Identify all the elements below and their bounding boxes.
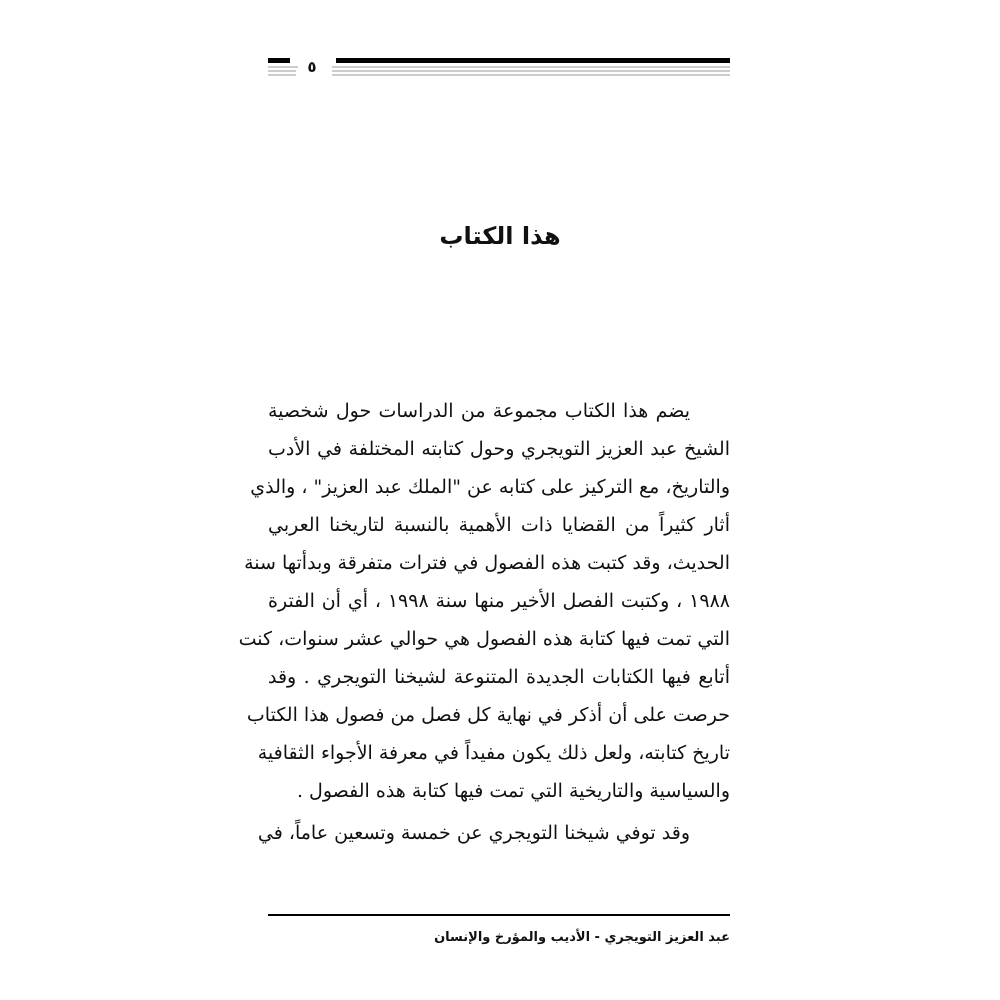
text-line: ١٩٨٨ ، وكتبت الفصل الأخير منها سنة ١٩٩٨ ، أي أن الفترة: [268, 590, 730, 612]
text-line: وقد توفي شيخنا التويجري عن خمسة وتسعين عاماً، في: [257, 822, 690, 844]
text-line: أتابع فيها الكتابات الجديدة المتنوعة لشيخنا التويجري . وقد: [268, 666, 730, 688]
text-line: تاريخ كتابته، ولعل ذلك يكون مفيداً في معرفة الأجواء الثقافية: [257, 742, 730, 764]
header-rule-left: [268, 58, 290, 63]
text-line: أثار كثيراً من القضايا ذات الأهمية بالنسبة لتاريخنا العربي: [268, 514, 730, 536]
body-text: [238, 392, 730, 852]
text-line: الحديث، وقد كتبت هذه الفصول في فترات متفرقة وبدأتها سنة: [244, 552, 730, 574]
page-number: ٥: [307, 58, 317, 76]
text-line: الشيخ عبد العزيز التويجري وحول كتابته المختلفة في الأدب: [268, 438, 730, 460]
text-line: يضم هذا الكتاب مجموعة من الدراسات حول شخصية: [268, 400, 690, 422]
text-line: التي تمت فيها كتابة هذه الفصول هي حوالي عشر سنوات، كنت: [238, 628, 730, 650]
header-rule-grey: [332, 74, 730, 76]
text-line: والتاريخ، مع التركيز على كتابه عن "الملك عبد العزيز" ، والذي: [250, 476, 730, 498]
text-line: والسياسية والتاريخية التي تمت فيها كتابة هذه الفصول .: [296, 780, 730, 802]
text-line: حرصت على أن أذكر في نهاية كل فصل من فصول هذا الكتاب: [246, 704, 730, 726]
header-rule-grey: [268, 66, 298, 68]
header-rule-grey: [268, 70, 296, 72]
running-footer: عبد العزيز التويجري - الأديب والمؤرخ والإنسان: [434, 930, 730, 945]
header-rule-grey: [332, 70, 730, 72]
header-rule-grey: [268, 74, 296, 76]
page-title: هذا الكتاب: [439, 222, 561, 250]
footer-rule: [268, 914, 730, 916]
header-rule-grey: [332, 66, 730, 68]
header-rule-right: [336, 58, 730, 63]
